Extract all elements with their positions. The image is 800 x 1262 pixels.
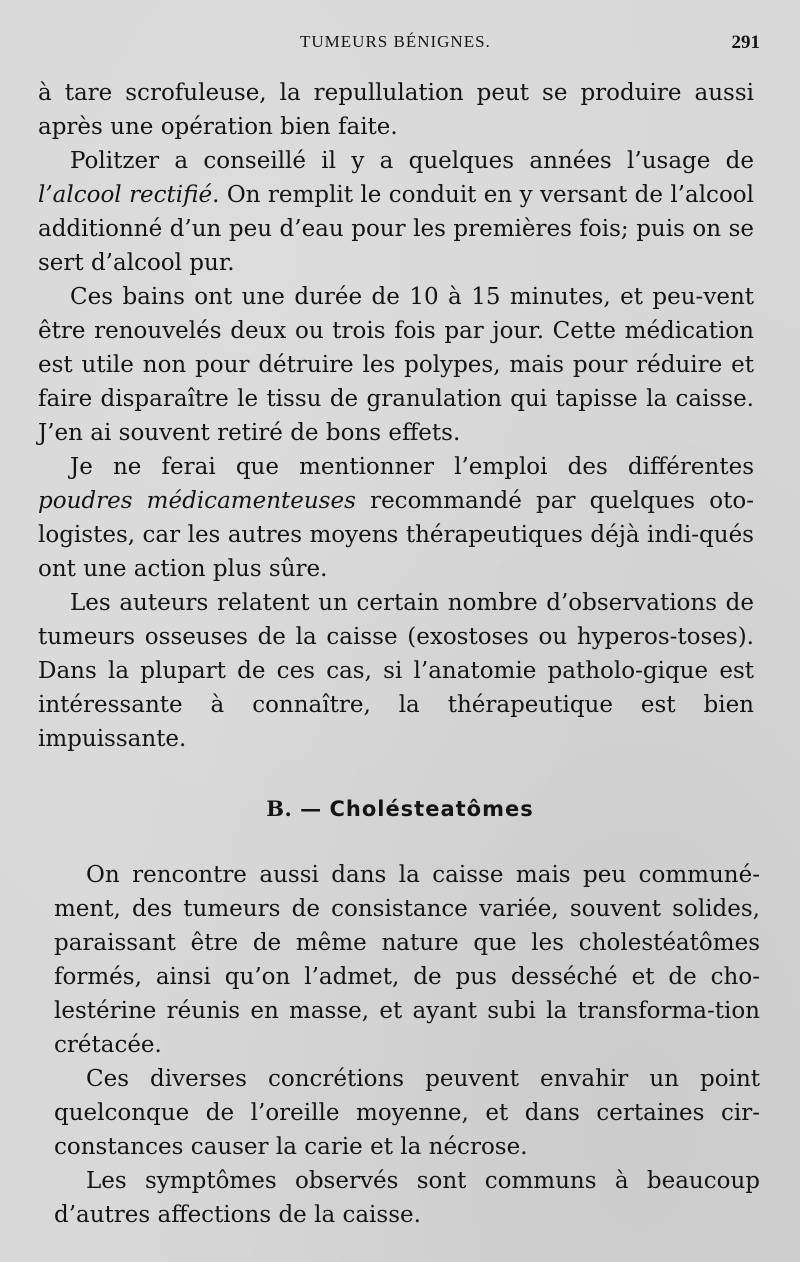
section-heading [0, 796, 800, 821]
page-number: 291 [731, 32, 760, 53]
body-text-top [38, 76, 754, 756]
text-run: à tare scrofuleuse, la repullulation peut se produire aussi après une opération bien faite. [38, 80, 754, 140]
italic-phrase: poudres médicamenteuses [38, 488, 356, 514]
paragraph [38, 76, 754, 144]
section-label: B. — [266, 796, 322, 821]
text-run: Politzer a conseillé il y a quelques années l’usage de [70, 148, 754, 174]
text-run: Ces bains ont une durée de 10 à 15 minutes, et peu-vent être renouvelés deux ou trois fois par jour. Cette médication est utile non pour détruire les polypes, mais pour réduire et faire disparaître le tissu de granulation qui tapisse la caisse. J’en ai souvent retiré de bons effets. [38, 284, 754, 446]
paragraph [38, 586, 754, 756]
paragraph [54, 1062, 760, 1164]
text-run: Ces diverses concrétions peuvent envahir un point quelconque de l’oreille moyenne, et dans certaines cir-constances causer la carie et la nécrose. [54, 1066, 760, 1160]
text-run: recommandé par quelques oto-logistes, car les autres moyens thérapeutiques déjà indi-qués ont une action plus sûre. [38, 488, 754, 582]
text-run: Les auteurs relatent un certain nombre d’observations de tumeurs osseuses de la caisse (exostoses ou hyperos-toses). Dans la plupart de ces cas, si l’anatomie patholo-gique est intéressante à connaître, la thérapeutique est bien impuissante. [38, 590, 754, 752]
page-header [0, 32, 800, 58]
paragraph [38, 144, 754, 280]
paragraph [54, 858, 760, 1062]
paragraph [54, 1164, 760, 1232]
running-title: TUMEURS BÉNIGNES. [300, 32, 491, 51]
text-run: Je ne ferai que mentionner l’emploi des différentes [70, 454, 754, 480]
text-run: On rencontre aussi dans la caisse mais peu communé-ment, des tumeurs de consistance variée, souvent solides, paraissant être de même nature que les cholestéatômes formés, ainsi qu’on l’admet, de pus desséché et de cho-lestérine réunis en masse, et ayant subi la transforma-tion crétacée. [54, 862, 760, 1058]
paragraph [38, 280, 754, 450]
paragraph [38, 450, 754, 586]
body-text-bottom [54, 858, 760, 1232]
text-run: Les symptômes observés sont communs à beaucoup d’autres affections de la caisse. [54, 1168, 760, 1228]
section-title: Cholésteatômes [329, 797, 534, 821]
italic-phrase: l’alcool rectifié [38, 182, 213, 208]
text-run: . On remplit le conduit en y versant de l’alcool additionné d’un peu d’eau pour les premières fois; puis on se sert d’alcool pur. [38, 182, 754, 276]
